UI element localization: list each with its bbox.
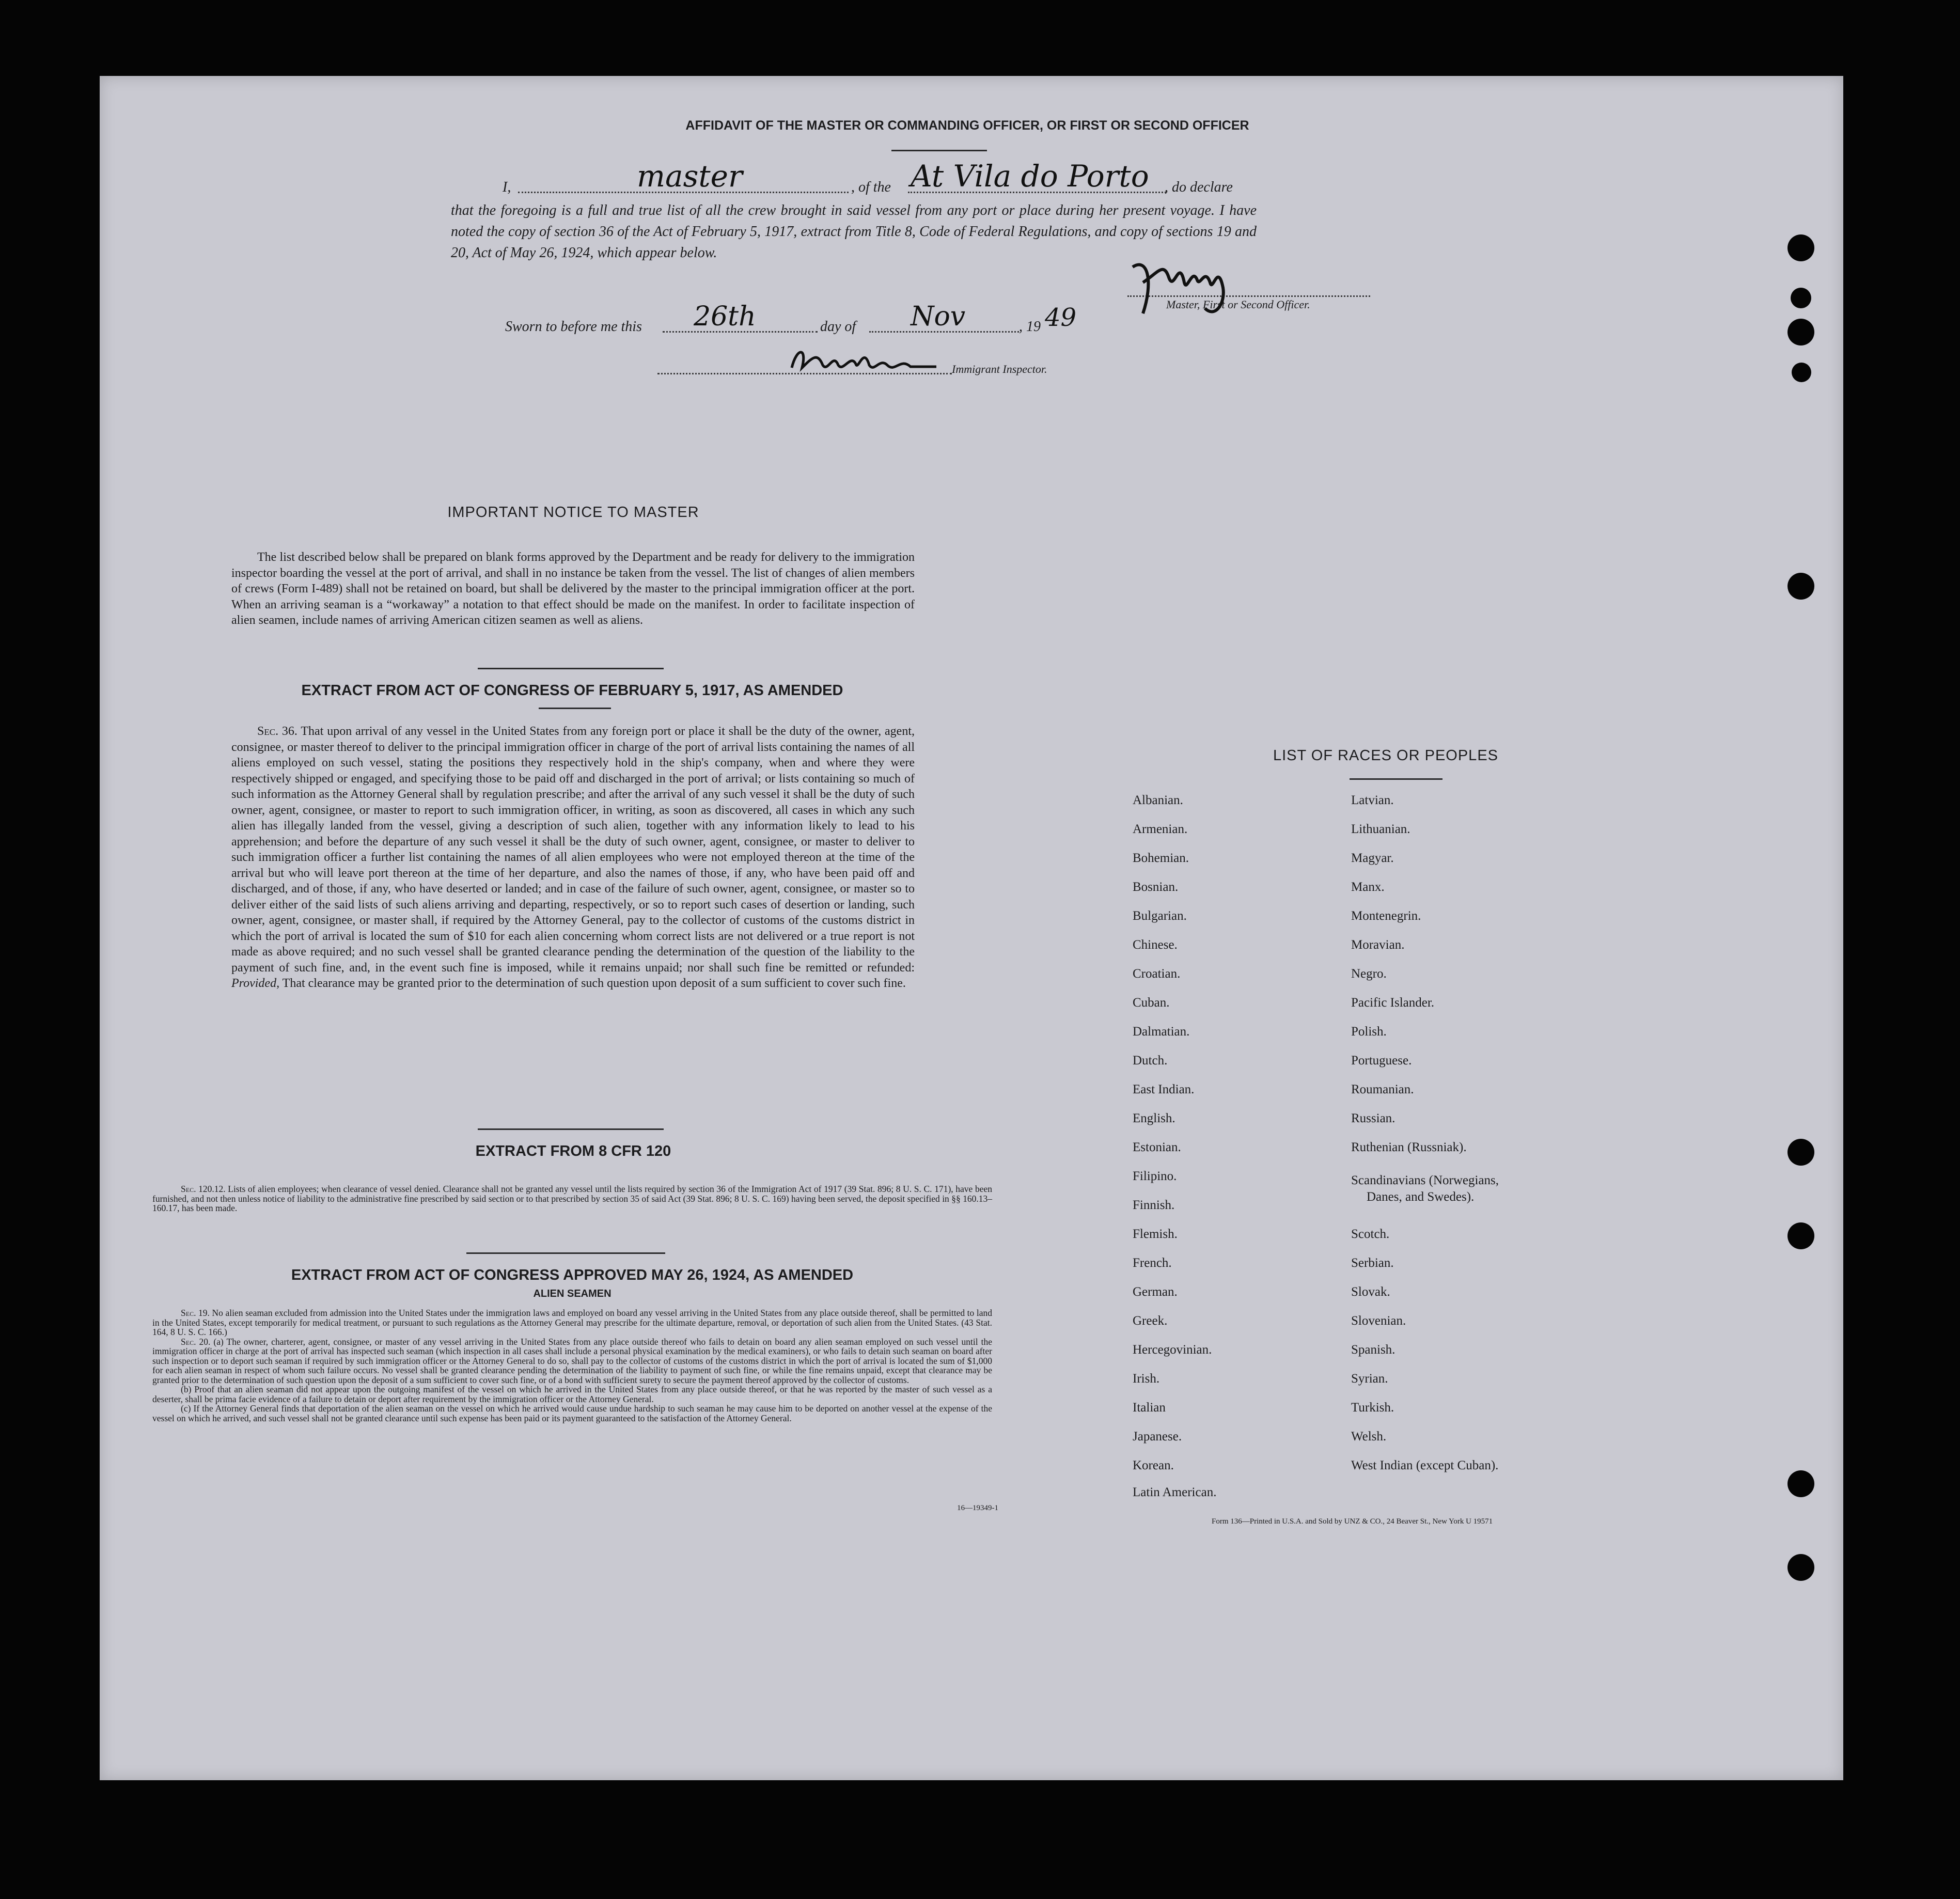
- signer-title-handwritten: master: [637, 159, 743, 194]
- race-right-item: Scotch.: [1351, 1227, 1390, 1241]
- races-title: LIST OF RACES OR PEOPLES: [1273, 747, 1499, 764]
- inspector-signature: [787, 337, 942, 378]
- race-right-item: Turkish.: [1351, 1401, 1394, 1415]
- binder-hole: [1787, 1554, 1814, 1581]
- divider: [466, 1252, 665, 1254]
- inspector-caption: Immigrant Inspector.: [952, 363, 1047, 375]
- divider: [478, 668, 664, 669]
- declaration-text: that the foregoing is a full and true list of all the crew brought in said vessel from any port or place during her present voyage. I have noted the copy of section 36 of the Act of February 5, 1917, extract from Title 8, Code of Federal Regulations, and copy of sections 19 and 20, Act of May 26, 1924, which appear below.: [451, 202, 1257, 261]
- notice-title: IMPORTANT NOTICE TO MASTER: [447, 504, 699, 521]
- race-right-item: Syrian.: [1351, 1372, 1388, 1386]
- sworn-day-handwritten: 26th: [694, 301, 756, 332]
- sec20b-paragraph: (b) Proof that an alien seaman did not appear upon the outgoing manifest of the vessel on which he arrived in the United States from any place outside thereof, or that he was reported by the master of such vessel as a deserter, shall be prima facie evidence of a failure to detain or deport after requirement by the immigration officer or the Attorney General.: [152, 1384, 992, 1404]
- race-right-item: Serbian.: [1351, 1256, 1394, 1270]
- race-left-item: Korean.: [1133, 1458, 1174, 1472]
- race-right-item: Latvian.: [1351, 793, 1394, 807]
- race-left-item: Flemish.: [1133, 1227, 1178, 1241]
- race-left-item: Croatian.: [1133, 967, 1181, 981]
- do-declare-label: , do declare: [1165, 179, 1233, 195]
- race-right-item: Negro.: [1351, 967, 1387, 981]
- race-right-item: Scandinavians (Norwegians,: [1351, 1173, 1499, 1187]
- race-left-item: Cuban.: [1133, 996, 1170, 1010]
- affidavit-i-label: I,: [503, 179, 511, 195]
- race-left-item: Filipino.: [1133, 1169, 1177, 1183]
- race-left-item: Estonian.: [1133, 1140, 1181, 1154]
- binder-hole: [1787, 234, 1814, 261]
- section-label: Sec. 19.: [181, 1308, 210, 1318]
- race-left-item: Hercegovinian.: [1133, 1343, 1212, 1357]
- section-label: Sec. 120.12.: [181, 1184, 226, 1194]
- race-right-item: Portuguese.: [1351, 1054, 1412, 1068]
- divider: [891, 150, 987, 151]
- extract-1917-text: [231, 724, 915, 992]
- race-right-item: Russian.: [1351, 1111, 1395, 1125]
- race-left-item: Finnish.: [1133, 1198, 1175, 1212]
- section-text-after: That clearance may be granted prior to the determination of such question upon deposit of a sum sufficient to cover such fine.: [282, 977, 906, 990]
- affidavit-title: AFFIDAVIT OF THE MASTER OR COMMANDING OFFICER, OR FIRST OR SECOND OFFICER: [685, 118, 1249, 133]
- extract-cfr-text: [152, 1184, 992, 1213]
- divider: [478, 1128, 664, 1130]
- race-left-item: French.: [1133, 1256, 1172, 1270]
- race-left-item: Bosnian.: [1133, 880, 1179, 894]
- section-label: Sec. 36.: [257, 725, 297, 738]
- binder-hole: [1787, 1139, 1814, 1166]
- sec20a-paragraph: [152, 1337, 992, 1385]
- race-right-item: Spanish.: [1351, 1343, 1395, 1357]
- race-left-item: Dutch.: [1133, 1054, 1168, 1068]
- race-left-item: Bulgarian.: [1133, 909, 1187, 923]
- extract-1924-subtitle: ALIEN SEAMEN: [533, 1288, 611, 1299]
- provided-word: Provided,: [231, 977, 280, 990]
- race-left-item: Irish.: [1133, 1372, 1160, 1386]
- master-signature: [1127, 252, 1241, 324]
- printer-footer: Form 136—Printed in U.S.A. and Sold by UNZ & CO., 24 Beaver St., New York U 19571: [1212, 1517, 1493, 1526]
- race-right-item: Pacific Islander.: [1351, 996, 1435, 1010]
- divider: [1350, 778, 1442, 780]
- vessel-name-handwritten: At Vila do Porto: [911, 159, 1149, 194]
- race-right-item: West Indian (except Cuban).: [1351, 1458, 1499, 1472]
- sworn-label: Sworn to before me this: [505, 319, 642, 335]
- race-left-item: Chinese.: [1133, 938, 1178, 952]
- document-page: [100, 76, 1843, 1780]
- of-the-label: , of the: [851, 179, 891, 195]
- section-text: (a) The owner, charterer, agent, consignee, or master of any vessel arriving in the United States from any place outside thereof who fails to detain on board any alien seaman employed on such vessel until the immigration officer in charge at the port of arrival has inspected such seaman (which inspection in all cases shall include a personal physical examination by the medical examiners), or who fails to detain such seaman on board after such inspection or to deport such seaman if required by such immigration officer or the Attorney General to do so, shall pay to the collector of customs of the customs district in which the port of arrival is located the sum of $1,000 for each alien seaman in respect of whom such failure occurs. No vessel shall be granted clearance pending the determination of the liability to payment of such fine, or while the fine remains unpaid, except that clearance may be granted prior to the determination of such question upon the deposit of a sum sufficient to cover such fine, or of a bond with sufficient surety to secure the payment thereof approved by the collector of customs.: [152, 1336, 992, 1385]
- section-label: Sec. 20.: [181, 1336, 211, 1347]
- race-left-item: English.: [1133, 1111, 1175, 1125]
- race-right-item: Danes, and Swedes).: [1367, 1190, 1475, 1204]
- extract-1917-title: EXTRACT FROM ACT OF CONGRESS OF FEBRUARY 5, 1917, AS AMENDED: [301, 682, 843, 699]
- race-left-item: East Indian.: [1133, 1082, 1195, 1096]
- section-text: Lists of alien employees; when clearance of vessel denied. Clearance shall not be granted any vessel until the lists required by section 36 of the Immigration Act of 1917 (39 Stat. 896; 8 U. S. C. 171), have been furnished, and not then unless notice of liability to the administrative fine prescribed by said section or to that prescribed by section 35 of said Act (39 Stat. 896; 8 U. S. C. 169) having been served, the deposit specified in §§ 160.13–160.17, has been made.: [152, 1184, 993, 1213]
- sec19-paragraph: [152, 1308, 992, 1337]
- race-right-item: Slovak.: [1351, 1285, 1390, 1299]
- extract-1924-text: [152, 1308, 992, 1423]
- race-right-item: Polish.: [1351, 1025, 1387, 1039]
- binder-hole: [1792, 363, 1811, 382]
- extract-1924-title: EXTRACT FROM ACT OF CONGRESS APPROVED MAY 26, 1924, AS AMENDED: [291, 1267, 854, 1283]
- race-right-item: Roumanian.: [1351, 1082, 1414, 1096]
- extract-cfr-title: EXTRACT FROM 8 CFR 120: [475, 1143, 671, 1159]
- binder-hole: [1787, 1222, 1814, 1249]
- race-left-item: Albanian.: [1133, 793, 1183, 807]
- race-left-item: Italian: [1133, 1401, 1166, 1415]
- notice-text: The list described below shall be prepared on blank forms approved by the Department and be ready for delivery to the immigration inspector boarding the vessel at the port of arrival, and shall in no instance be taken from the vessel. The list of changes of alien members of crews (Form I-489) shall not be retained on board, but shall be delivered by the master to the principal immigration officer at the port. When an arriving seaman is a “workaway” a notation to that effect should be made on the manifest. In order to facilitate inspection of alien seamen, include names of arriving American citizen seamen as well as aliens.: [231, 551, 915, 627]
- binder-hole: [1787, 319, 1814, 346]
- race-right-item: Ruthenian (Russniak).: [1351, 1140, 1467, 1154]
- race-left-item: Armenian.: [1133, 822, 1188, 836]
- year-prefix-label: , 19: [1019, 319, 1041, 335]
- race-right-item: Manx.: [1351, 880, 1385, 894]
- race-right-item: Montenegrin.: [1351, 909, 1421, 923]
- form-code: 16—19349-1: [957, 1504, 998, 1512]
- binder-hole: [1791, 288, 1811, 308]
- race-left-item: German.: [1133, 1285, 1178, 1299]
- race-right-item: Welsh.: [1351, 1430, 1387, 1443]
- race-left-item: Bohemian.: [1133, 851, 1189, 865]
- race-right-item: Magyar.: [1351, 851, 1394, 865]
- binder-hole: [1787, 573, 1814, 600]
- binder-hole: [1787, 1470, 1814, 1497]
- sworn-year-handwritten: 49: [1045, 303, 1077, 332]
- sec20c-paragraph: (c) If the Attorney General finds that deportation of the alien seaman on the vessel on which he arrived would cause undue hardship to such seaman he may cause him to be deported on another vessel at the expense of the vessel on which he arrived, and such vessel shall not be granted clearance until such expense has been paid or its payment guaranteed to the satisfaction of the Attorney General.: [152, 1403, 992, 1423]
- race-left-item: Dalmatian.: [1133, 1025, 1190, 1039]
- race-right-item: Slovenian.: [1351, 1314, 1406, 1328]
- section-text: No alien seaman excluded from admission into the United States under the immigration laws and employed on board any vessel arriving in the United States from any place outside thereof, shall be permitted to land in the United States, except temporarily for medical treatment, or pursuant to such regulations as the Attorney General may prescribe for the ultimate departure, removal, or deportation of such alien from the United States. (43 Stat. 164, 8 U. S. C. 166.): [152, 1308, 993, 1337]
- race-left-item: Latin American.: [1133, 1485, 1217, 1499]
- day-of-label: day of: [820, 319, 856, 335]
- sworn-month-handwritten: Nov: [911, 301, 966, 332]
- race-right-item: Lithuanian.: [1351, 822, 1410, 836]
- race-left-item: Greek.: [1133, 1314, 1168, 1328]
- master-caption: Master, First or Second Officer.: [1166, 298, 1310, 311]
- race-right-item: Moravian.: [1351, 938, 1405, 952]
- section-text: That upon arrival of any vessel in the United States from any foreign port or place it shall be the duty of the owner, agent, consignee, or master thereof to deliver to the principal immigration officer in charge of the port of arrival lists containing the names of all aliens employed on such vessel, stating the positions they respectively hold in the ship's company, when and where they were respectively shipped or engaged, and specifying those to be paid off and discharged in the port of arrival; or lists containing so much of such information as the Attorney General shall by regulation prescribe; and after the arrival of any such vessel it shall be the duty of such owner, agent, consignee, or master to report to such immigration officer, in writing, as soon as discovered, all cases in which any such alien has illegally landed from the vessel, giving a description of such alien, together with any information likely to lead to his apprehension; and before the departure of any such vessel it shall be the duty of such owner, agent, consignee, or master to deliver to such immigration officer a further list containing the names of all alien employees who were not employed thereon at the time of the arrival but who will leave port thereon at the time of her departure, and also the names of those, if any, who have been paid off and discharged, and of those, if any, who have deserted or landed; and in case of the failure of such owner, agent, consignee, or master so to deliver either of the said lists of such aliens arriving and departing, respectively, or so to report such cases of desertion or landing, such owner, agent, consignee, or master shall, if required by the Attorney General, pay to the collector of customs of the customs district in which the port of arrival is located the sum of $10 for each alien concerning whom correct lists are not delivered or a true report is not made as above required; and no such vessel shall be granted clearance pending the determination of the question of the liability to the payment of such fine, and, in the event such fine is imposed, while it remains unpaid; nor shall such fine be remitted or refunded:: [231, 725, 915, 975]
- divider: [539, 708, 611, 709]
- race-left-item: Japanese.: [1133, 1430, 1182, 1443]
